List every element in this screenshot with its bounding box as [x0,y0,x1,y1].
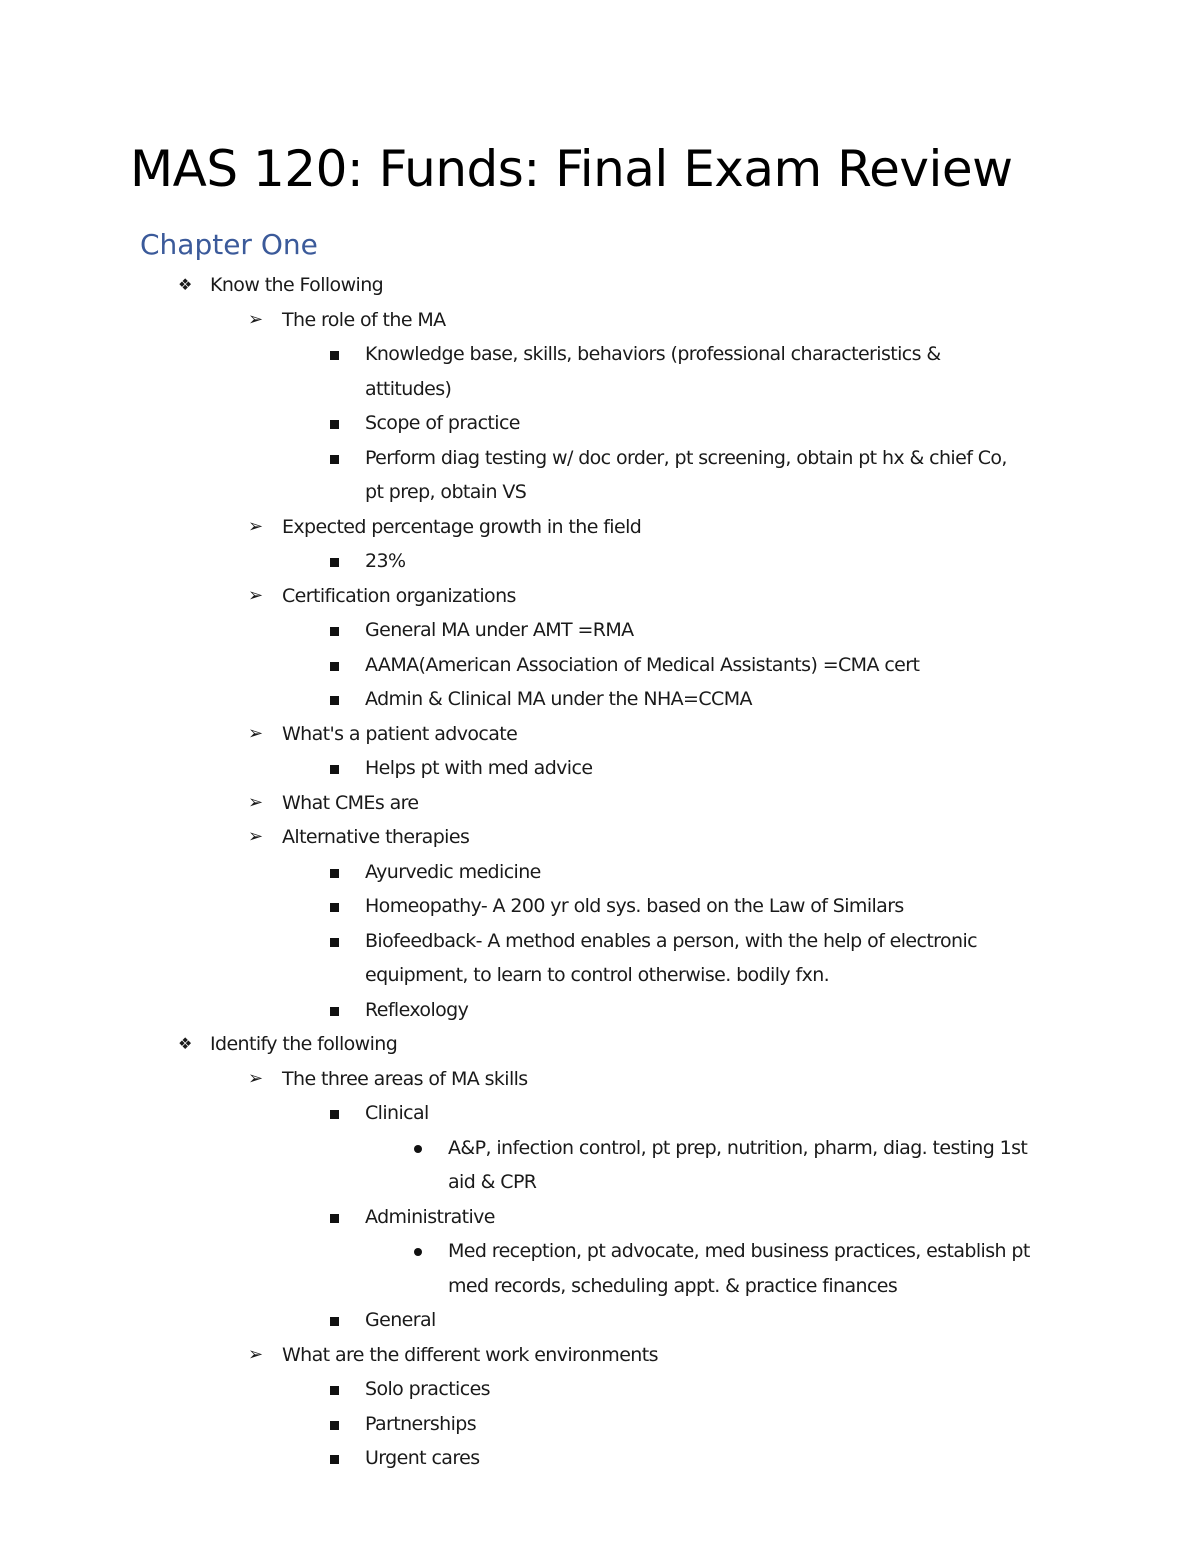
outline-item-level-3 [0,544,1200,579]
arrowhead-bullet-icon: ➢ [248,826,263,847]
square-bullet-icon [330,1200,352,1236]
outline-item-level-2 [0,820,1200,855]
outline-item-text: The three areas of MA skills [282,1067,528,1090]
square-bullet-icon [330,406,352,442]
outline-item-level-2 [0,1338,1200,1373]
outline-item-text: What's a patient advocate [282,722,518,745]
outline-item-level-1 [0,268,1200,303]
square-bullet-icon [330,1407,352,1443]
square-bullet-icon [330,1096,352,1132]
outline-item-level-3 [0,406,1200,441]
outline-item-level-3 [0,613,1200,648]
outline-item-level-3 [0,1441,1200,1476]
outline-item-text: Scope of practice [365,412,520,434]
outline-item-text: Partnerships [365,1412,477,1435]
outline-item-level-2 [0,1062,1200,1097]
outline-item-level-3 [0,1372,1200,1407]
square-bullet-icon [330,648,352,684]
round-bullet-icon [414,1131,434,1166]
outline-item-text: What CMEs are [282,791,419,814]
outline-item-level-3 [0,855,1200,890]
square-bullet-icon [330,613,352,649]
outline-item-level-2 [0,579,1200,614]
outline-item-text: Administrative [365,1205,495,1228]
square-bullet-icon [330,993,352,1029]
outline-item-text: Biofeedback- A method enables a person, with the help of electronic equipment, to learn to control otherwise. bodily fxn. [365,929,977,986]
outline-item-text: 23% [365,550,406,572]
round-bullet-icon [414,1234,434,1269]
arrowhead-bullet-icon: ➢ [248,1343,263,1365]
square-bullet-icon [330,544,352,580]
outline-item-text: Ayurvedic medicine [365,860,541,883]
outline-item-level-3 [0,682,1200,717]
outline-item-level-4 [0,1234,1200,1303]
outline-item-text: Clinical [365,1102,429,1124]
outline-item-level-3 [0,648,1200,683]
outline-item-text: Urgent cares [365,1447,480,1469]
outline-item-level-3 [0,924,1200,993]
arrowhead-bullet-icon: ➢ [248,584,263,606]
outline-item-level-3 [0,1096,1200,1131]
square-bullet-icon [330,1441,352,1477]
outline-item-level-3 [0,889,1200,924]
outline-item-text: Expected percentage growth in the field [282,515,642,538]
outline-item-text: General MA under AMT =RMA [365,619,634,641]
square-bullet-icon [330,855,352,891]
outline-item-level-2 [0,510,1200,545]
document-title: MAS 120: Funds: Final Exam Review [130,140,1013,198]
arrowhead-bullet-icon: ➢ [248,791,263,813]
arrowhead-bullet-icon: ➢ [248,722,263,744]
outline-item-text: Reflexology [365,998,469,1021]
outline-item-text: Identify the following [210,1033,398,1055]
outline-item-level-3 [0,993,1200,1028]
outline-item-text: Certification organizations [282,584,516,607]
outline-item-text: Admin & Clinical MA under the NHA=CCMA [365,688,752,710]
diamond-bullet-icon: ❖ [178,1034,192,1053]
diamond-bullet-icon: ❖ [178,275,192,294]
outline-item-text: Knowledge base, skills, behaviors (professional characteristics & attitudes) [365,343,941,400]
outline-item-level-3 [0,1303,1200,1338]
arrowhead-bullet-icon: ➢ [248,1067,263,1089]
square-bullet-icon [330,682,352,718]
square-bullet-icon [330,441,352,477]
outline-item-text: AAMA(American Association of Medical Assistants) =CMA cert [365,653,920,676]
outline-item-text: General [365,1309,436,1331]
outline-item-text: A&P, infection control, pt prep, nutrition, pharm, diag. testing 1st aid & CPR [448,1136,1028,1193]
outline-item-text: Solo practices [365,1378,490,1400]
outline-item-level-3 [0,1200,1200,1235]
outline-item-level-1 [0,1027,1200,1062]
outline-item-text: Alternative therapies [282,826,470,848]
square-bullet-icon [330,337,352,373]
square-bullet-icon [330,1303,352,1339]
square-bullet-icon [330,751,352,787]
square-bullet-icon [330,1372,352,1408]
square-bullet-icon [330,924,352,960]
outline-item-text: Helps pt with med advice [365,757,593,779]
square-bullet-icon [330,889,352,925]
outline-item-text: What are the different work environments [282,1343,658,1366]
outline-item-text: Med reception, pt advocate, med business practices, establish pt med records, scheduling appt. & practice finances [448,1240,1030,1297]
outline-item-level-3 [0,441,1200,510]
outline-item-text: Homeopathy- A 200 yr old sys. based on the Law of Similars [365,895,904,917]
arrowhead-bullet-icon: ➢ [248,515,263,537]
outline-item-level-2 [0,786,1200,821]
outline-item-level-3 [0,751,1200,786]
outline-item-level-2 [0,303,1200,338]
outline-item-level-3 [0,337,1200,406]
arrowhead-bullet-icon: ➢ [248,308,263,330]
outline-item-level-3 [0,1407,1200,1442]
outline-item-level-4 [0,1131,1200,1200]
outline-list [0,268,1200,1476]
outline-item-text: Perform diag testing w/ doc order, pt screening, obtain pt hx & chief Co, pt prep, obtain VS [365,446,1007,503]
outline-item-level-2 [0,717,1200,752]
outline-item-text: The role of the MA [282,308,446,331]
chapter-heading: Chapter One [140,228,318,261]
outline-item-text: Know the Following [210,274,384,296]
